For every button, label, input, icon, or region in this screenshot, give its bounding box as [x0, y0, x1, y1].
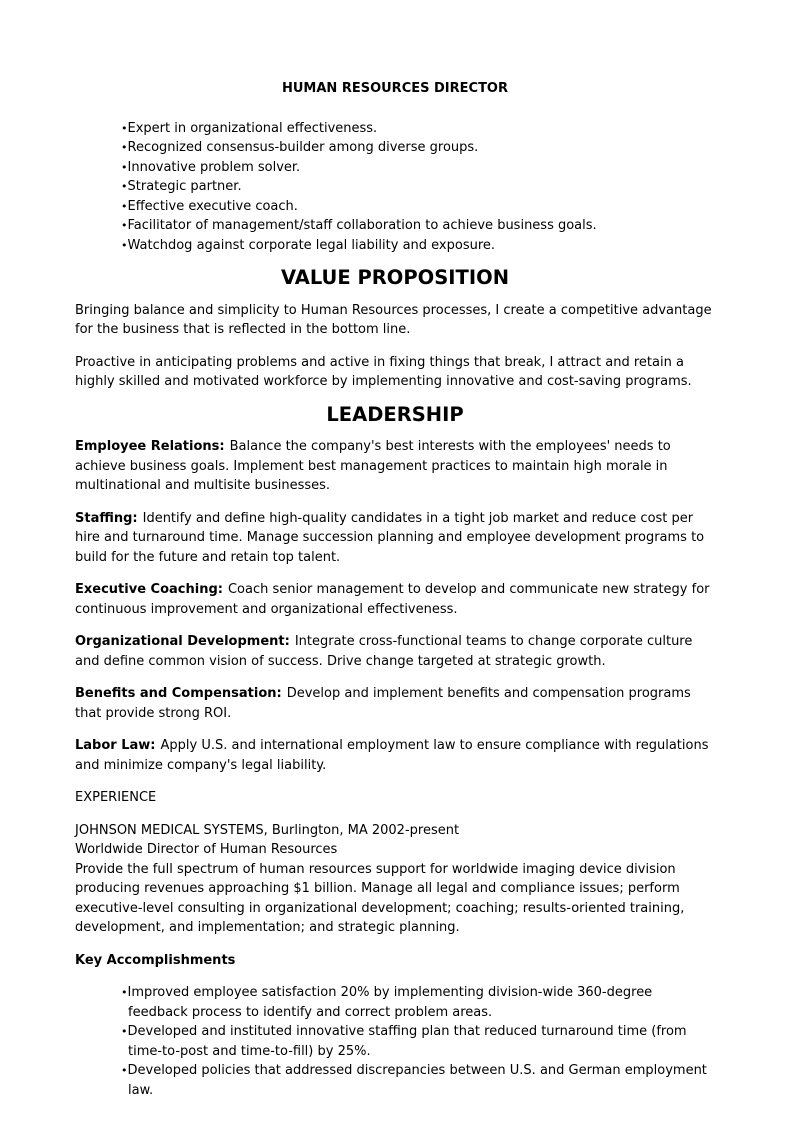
- summary-bullet: [121, 119, 715, 139]
- experience-company-line: JOHNSON MEDICAL SYSTEMS, Burlington, MA 2002-present: [75, 822, 460, 838]
- summary-bullet-text: Effective executive coach.: [127, 198, 298, 214]
- leadership-item-text: Identify and define high-quality candidates in a tight job market and reduce cost per hire and turnaround time. Manage succession planning and employee development programs to build for the future and retain top talent.: [75, 510, 705, 565]
- experience-description: Provide the full spectrum of human resources support for worldwide imaging device division producing revenues approaching $1 billion. Manage all legal and compliance issues; perform executive-level consulting in organizational development; coaching; results-oriented training, development, and implementation; and strategic planning.: [75, 861, 685, 935]
- leadership-item-label: Staffing:: [75, 510, 138, 526]
- summary-bullet-text: Expert in organizational effectiveness.: [127, 120, 378, 136]
- leadership-item: [75, 684, 715, 723]
- bullet-icon: •: [121, 141, 128, 154]
- bullet-icon: •: [121, 1064, 128, 1077]
- leadership-item-text: Apply U.S. and international employment law to ensure compliance with regulations and minimize company's legal liability.: [75, 738, 709, 773]
- summary-bullet: [121, 138, 715, 158]
- key-accomplishments-heading: Key Accomplishments: [75, 952, 236, 968]
- experience-entry: [75, 821, 715, 938]
- accomplishment-bullet-text: Improved employee satisfaction 20% by implementing division-wide 360-degree feedback process to identify and correct problem areas.: [127, 985, 653, 1020]
- accomplishment-bullet: [121, 983, 715, 1022]
- summary-bullet-text: Innovative problem solver.: [127, 159, 301, 175]
- summary-bullet: [121, 236, 715, 256]
- leadership-item-text: Coach senior management to develop and communicate new strategy for continuous improvement and organizational effectiveness.: [75, 582, 710, 617]
- leadership-item-label: Employee Relations:: [75, 439, 225, 454]
- leadership-item-label: Organizational Development:: [75, 634, 290, 649]
- leadership-item-label: Benefits and Compensation:: [75, 686, 282, 701]
- summary-bullet: [121, 158, 715, 178]
- bullet-icon: •: [121, 199, 128, 213]
- summary-bullet-text: Watchdog against corporate legal liability and exposure.: [127, 237, 496, 253]
- leadership-item: [75, 632, 715, 671]
- accomplishment-bullet: [121, 1022, 715, 1061]
- bullet-icon: •: [121, 1025, 128, 1038]
- leadership-item: [75, 509, 715, 568]
- bullet-icon: •: [121, 238, 128, 252]
- leadership-item-text: Integrate cross-functional teams to change corporate culture and define common vision of success. Drive change targeted at strategic growth.: [75, 634, 693, 669]
- summary-bullet-list: [75, 119, 715, 256]
- leadership-item: [75, 437, 715, 496]
- bullet-icon: •: [121, 160, 128, 174]
- leadership-item-text: Develop and implement benefits and compensation programs that provide strong ROI.: [75, 686, 691, 721]
- summary-bullet: [121, 216, 715, 236]
- value-proposition-heading: VALUE PROPOSITION: [280, 266, 510, 289]
- summary-bullet-text: Recognized consensus-builder among diverse groups.: [127, 140, 479, 155]
- leadership-item-text: Balance the company's best interests with the employees' needs to achieve business goals. Implement best management practices to maintain high morale in multinational and multisite businesses.: [75, 439, 671, 493]
- experience-role-line: Worldwide Director of Human Resources: [75, 842, 338, 857]
- value-proposition-paragraph: Proactive in anticipating problems and active in fixing things that break, I attract and retain a highly skilled and motivated workforce by implementing innovative and cost-saving programs.: [75, 354, 692, 389]
- summary-bullet: [121, 177, 715, 197]
- leadership-item: [75, 580, 715, 619]
- value-proposition-paragraph: Bringing balance and simplicity to Human Resources processes, I create a competitive advantage for the business that is reflected in the bottom line.: [75, 302, 712, 337]
- bullet-icon: •: [121, 121, 128, 135]
- leadership-heading: LEADERSHIP: [326, 402, 464, 426]
- bullet-icon: •: [121, 219, 128, 232]
- leadership-item-label: Executive Coaching:: [75, 582, 223, 597]
- leadership-item-label: Labor Law:: [75, 738, 156, 753]
- leadership-item: [75, 736, 715, 775]
- document-title: HUMAN RESOURCES DIRECTOR: [281, 81, 508, 96]
- experience-heading: EXPERIENCE: [75, 790, 157, 805]
- summary-bullet-text: Strategic partner.: [127, 179, 242, 194]
- bullet-icon: •: [121, 986, 128, 999]
- accomplishment-bullet-text: Developed policies that addressed discrepancies between U.S. and German employment law.: [127, 1063, 707, 1098]
- accomplishment-bullet: [121, 1061, 715, 1100]
- accomplishments-bullet-list: [75, 983, 715, 1100]
- accomplishment-bullet-text: Developed and instituted innovative staffing plan that reduced turnaround time (from time-to-post and time-to-fill) by 25%.: [127, 1024, 687, 1059]
- summary-bullet: [121, 197, 715, 217]
- summary-bullet-text: Facilitator of management/staff collaboration to achieve business goals.: [127, 218, 597, 233]
- bullet-icon: •: [121, 180, 128, 193]
